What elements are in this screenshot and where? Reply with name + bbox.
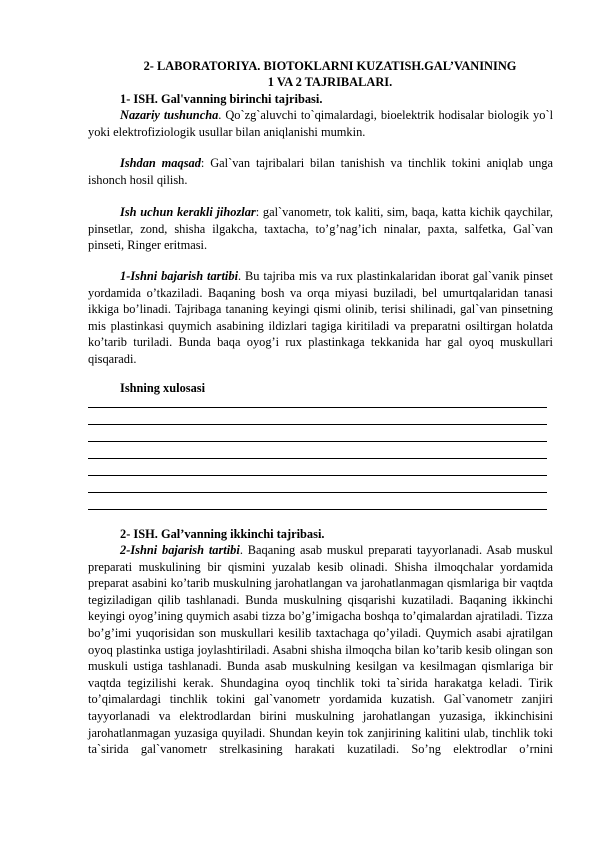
ish1-maqsad-paragraph [88, 155, 553, 188]
nazariy-text: . Qo`zg`aluvchi to`qimalardagi, bioelektrik hodisalar biologik yo`l yoki elektrofiziologik usullar bilan aniqlanishi mumkin. [88, 108, 554, 139]
title-line-1: 2- LABORATORIYA. BIOTOKLARNI KUZATISH.GAL’VANINING [143, 59, 517, 73]
ish1-jihozlar-paragraph [88, 204, 553, 254]
ish1-heading: 1- ISH. Gal'vanning birinchi tajribasi. [120, 92, 323, 106]
ish1-nazariy-paragraph [88, 107, 553, 140]
answer-line [88, 475, 547, 476]
nazariy-label: Nazariy tushuncha [120, 108, 219, 122]
tartib1-text: . Bu tajriba mis va rux plastinkalaridan iborat gal`vanik pinset yordamida o’tkaziladi. Baqaning bosh va orqa miyasi buziladi, bel umurtqalaridan tanasi ikkiga bo’linadi. Tajribaga tananing keyingi qismi olinib, terisi shilinadi, gal`van pinsetning mis plastinkasi quymich asabining ildizlari tagiga kiritiladi va preparatni osiltirgan holatda ko’tarib turiladi. Bunda baqa oyog’i rux plastinkaga tekkanida har gal oyoq muskullari qisqaradi. [88, 269, 554, 366]
ish2-tartib-paragraph [88, 542, 553, 758]
answer-line [88, 407, 547, 408]
tartib2-label: 2-Ishni bajarish tartibi [120, 543, 240, 557]
maqsad-text: : Gal`van tajribalari bilan tanishish va tinchlik tokini aniqlab unga ishonch hosil qilish. [88, 156, 553, 187]
tartib1-label: 1-Ishni bajarish tartibi [120, 269, 239, 283]
answer-line [88, 458, 547, 459]
answer-line [88, 509, 547, 510]
answer-line [88, 424, 547, 425]
answer-line [88, 492, 547, 493]
answer-line [88, 441, 547, 442]
tartib2-text: . Baqaning asab muskul preparati tayyorlanadi. Asab muskul preparati muskulining bir qismini yuzalab kesib olinadi. Shisha ilmoqchalar yordamida preparat asabini ko’tarib muskulning jarohatlangan va jarohatlanmagan qismlariga bir vaqtda tegiziladigan qilib tashlanadi. Bunda muskulning qisqarishi kuzatiladi. Baqaning ikkinchi keyingi oyog’ining quymich asabi tizza bo’g’imigacha boshqa to’qimalardan ajratiladi. Tizza bo’g’imi yuqorisidan son muskullari kesilib taxtachaga qo’yiladi. Quymich asabi ajratilgan oyoq plastinka ustiga joylashtiriladi. Asabni shisha ilmoqcha bilan ko’tarib kesib olingan son muskuli ustiga tashlanadi. Bunda asab muskulning kesilgan va kesilmagan qismlariga bir vaqtda tegizilishi kerak. Shundagina oyoq tinchlik toki ta`sirida harakatga keladi. Tirik to’qimalardagi tinchlik tokini gal`vanometr yordamida kuzatish. Gal`vanometr zanjiri tayyorlanadi va elektrodlardan birini muskulning jarohatlangan yuzasiga, ikkinchisini jarohatlanmagan yuzasiga quyiladi. Shundan keyin tok zanjirining kalitini ulab, tinchlik toki ta`sirida gal`vanometr strelkasining harakati kuzatiladi. So’ng elektrodlar o’rnini [88, 543, 553, 757]
jihozlar-text: : gal`vanometr, tok kaliti, sim, baqa, katta kichik qaychilar, pinsetlar, zond, shisha ilgakcha, taxtacha, to’g’nag’ich ninalar, paxta, salfetka, Gal`van pinseti, Ringer eritmasi. [88, 205, 554, 253]
title-line-2: 1 VA 2 TAJRIBALARI. [267, 75, 393, 89]
ish1-tartib-paragraph [88, 268, 553, 368]
xulosa-heading: Ishning xulosasi [120, 381, 206, 395]
page-title [100, 58, 560, 90]
maqsad-label: Ishdan maqsad [120, 156, 201, 170]
ish2-heading: 2- ISH. Gal’vanning ikkinchi tajribasi. [120, 527, 325, 541]
jihozlar-label: Ish uchun kerakli jihozlar [120, 205, 256, 219]
